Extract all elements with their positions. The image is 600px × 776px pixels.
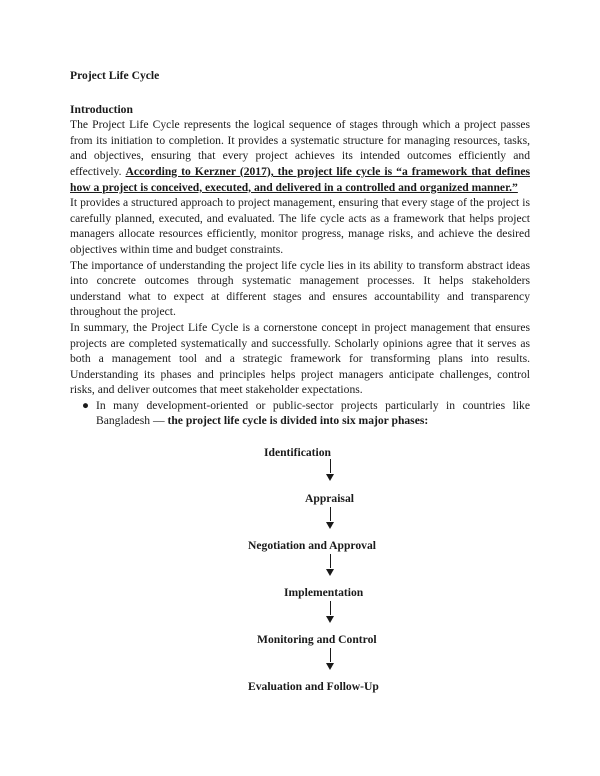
phase-appraisal: Appraisal — [305, 492, 354, 505]
paragraph-4: In summary, the Project Life Cycle is a cornerstone concept in project management that ensures projects are completed systematically and successfully. Scholarly opinions agree that it serves as both a management tool and a strategic framework for transforming plans into results. Understanding its phases and principles helps project managers anticipate challenges, control risks, and deliver outcomes that meet stakeholder expectations. — [70, 320, 530, 397]
phase-evaluation-followup: Evaluation and Follow-Up — [248, 680, 379, 693]
phase-implementation: Implementation — [284, 586, 364, 599]
arrow-down-icon — [326, 663, 334, 670]
connector-line — [330, 601, 331, 615]
arrow-down-icon — [326, 569, 334, 576]
phase-negotiation-approval: Negotiation and Approval — [248, 539, 376, 552]
kerzner-quote: According to Kerzner (2017), the project life cycle is “a framework that defines how a project is conceived, executed, and delivered in a controlled and organized manner.” — [70, 164, 530, 194]
paragraph-3: The importance of understanding the project life cycle lies in its ability to transform abstract ideas into concrete outcomes through systematic management processes. It helps stakeholders understand what to expect at different stages and ensures accountability and transparency throughout the project. — [70, 258, 530, 319]
connector-line — [330, 507, 331, 521]
bullet-list — [70, 398, 530, 429]
connector-line — [330, 459, 331, 473]
paragraph-2: It provides a structured approach to project management, ensuring that every stage of the project is carefully planned, executed, and evaluated. The life cycle acts as a framework that helps project managers allocate resources efficiently, monitor progress, manage risks, and achieve the desired objectives within time and budget constraints. — [70, 196, 530, 256]
list-item — [82, 398, 530, 429]
document-page — [70, 68, 530, 429]
document-title: Project Life Cycle — [70, 69, 160, 82]
section-heading-introduction: Introduction — [70, 102, 133, 116]
arrow-down-icon — [326, 522, 334, 529]
phase-monitoring-control: Monitoring and Control — [257, 633, 377, 646]
bullet-emphasis: the project life cycle is divided into six major phases: — [167, 414, 429, 428]
paragraph-1-text: The Project Life Cycle represents the logical sequence of stages through which a project passes from its initiation to completion. It provides a systematic structure for managing resources, tasks, and objectives, ensuring that every project achieves its intended outcomes efficiently and effectively. — [70, 118, 530, 178]
phase-flowchart — [200, 440, 460, 700]
arrow-down-icon — [326, 616, 334, 623]
connector-line — [330, 648, 331, 662]
bullet-icon: ● — [82, 398, 90, 412]
phase-identification: Identification — [264, 446, 331, 459]
bullet-text: In many development-oriented or public-sector projects particularly in countries like Bangladesh — — [96, 398, 530, 428]
connector-line — [330, 554, 331, 568]
paragraph-1 — [70, 117, 530, 195]
arrow-down-icon — [326, 474, 334, 481]
